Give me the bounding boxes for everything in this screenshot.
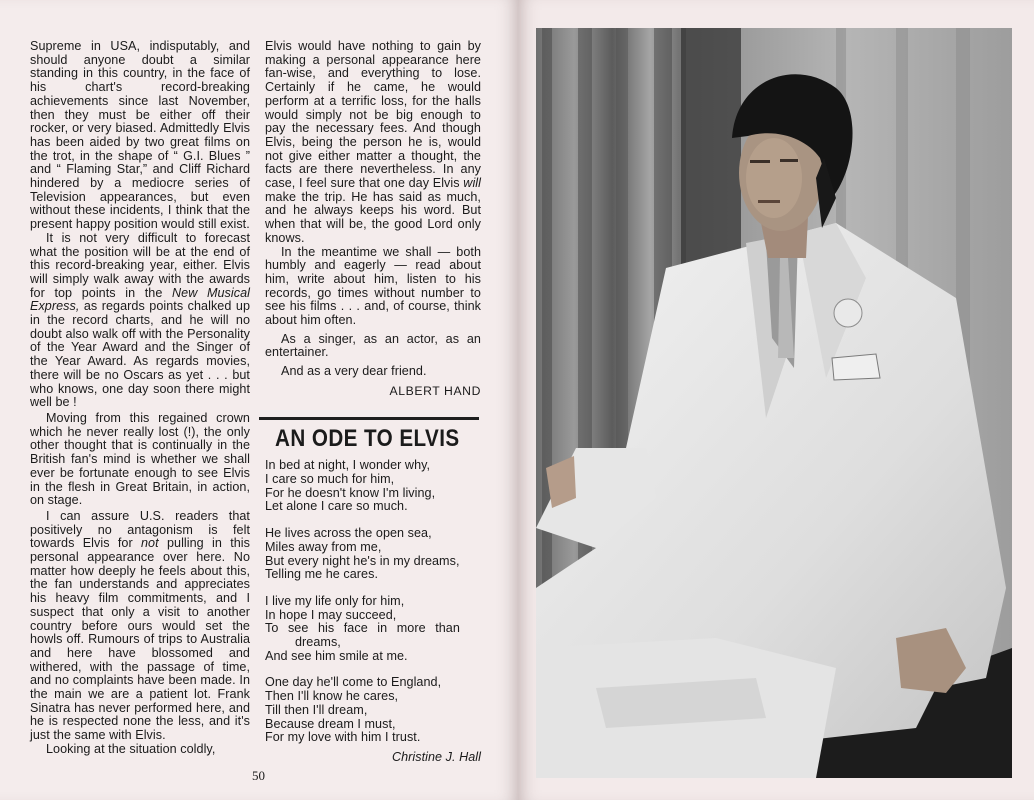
poem-stanza	[265, 527, 481, 582]
poem-line: Telling me he cares.	[265, 567, 378, 582]
poem-line: Miles away from me,	[265, 539, 382, 554]
poem-line: In bed at night, I wonder why,	[265, 458, 431, 473]
paragraph: Elvis would have nothing to gain by making a personal appearance here fan-wise, and everything to lose. Certainly if he came, he would perform at a terrific loss, for the halls would simply not be big enough to pay the necessary fees. And though Elvis, being the person he is, would not give either matter a thought, the facts are there nevertheless. In any case, I feel sure that one day Elvis will make the trip. He has said as much, and he always keeps his word. But when that will be, the good Lord only knows.	[265, 39, 481, 245]
poem-line: I care so much for him,	[265, 471, 395, 486]
poem-line: But every night he's in my dreams,	[265, 553, 460, 568]
poem-stanza	[265, 676, 481, 745]
poem-line: Let alone I care so much.	[265, 499, 408, 514]
divider-rule	[259, 417, 479, 420]
article-column-2	[265, 40, 481, 765]
poem-line: I live my life only for him,	[265, 593, 405, 608]
poem-line: And see him smile at me.	[265, 648, 408, 663]
poem-author: Christine J. Hall	[391, 749, 481, 764]
page-number: 50	[252, 768, 265, 783]
paragraph: And as a very dear friend.	[281, 364, 427, 379]
poem-stanza	[265, 459, 481, 514]
poem-line: Then I'll know he cares,	[265, 689, 399, 704]
paragraph: Supreme in USA, indisputably, and should anyone doubt a similar standing in this country, in the face of his chart's record-breaking achievements since last November, then they must be either off their rocker, or very biased. Admittedly Elvis has been aided by two great films on the trot, in the shape of “ G.I. Blues ” and “ Flaming Star,” and Cliff Richard hindered by a mediocre series of Television appearances, but even without these incidents, I think that the present happy position would still exist.	[30, 39, 250, 232]
poem-line: Because dream I must,	[265, 716, 396, 731]
elvis-photo	[536, 28, 1012, 778]
paragraph: As a singer, as an actor, as an entertainer.	[265, 331, 481, 360]
paragraph: In the meantime we shall — both humbly and eagerly — read about him, write about him, listen to his records, go times without number to see his films . . . and, of course, think about him often.	[265, 244, 481, 328]
poem-line: Till then I'll dream,	[265, 702, 368, 717]
poem-stanza	[265, 595, 481, 664]
poem-line: For my love with him I trust.	[265, 730, 421, 745]
poem-title: AN ODE TO ELVIS	[275, 424, 460, 452]
author-signature: ALBERT HAND	[389, 383, 481, 398]
paragraph: I can assure U.S. readers that positively no antagonism is felt towards Elvis for not pulling in this personal appearance over here. No matter how deeply he feels about this, the fan understands and appreciates his heavy film commitments, and I suspect that only a visit to another country before ours would set the howls off. Rumours of trips to Australia and here have blossomed and withered, with the passage of time, and no complaints have been made. In the main we are a patient lot. Frank Sinatra has never performed here, and he is respected none the less, and it's just the same with Elvis.	[30, 508, 250, 743]
paragraph: Looking at the situation coldly,	[46, 741, 216, 756]
poem-line: In hope I may succeed,	[265, 607, 397, 622]
paragraph: It is not very difficult to forecast what the position will be at the end of this record-breaking year, either. Elvis will simply walk away with the awards for top points in the New Musical Express, as regards points chalked up in the record charts, and he will no doubt also walk off with the Personality of the Year Award and the Singer of the Year Award. As regards movies, there will be no Oscars as yet . . . but who knows, one day soon there might well be !	[30, 230, 250, 410]
poem-line: For he doesn't know I'm living,	[265, 485, 436, 500]
article-column-1	[30, 40, 250, 757]
poem-line: dreams,	[295, 635, 341, 650]
paragraph: Moving from this regained crown which he never really lost (!), the only other thought that is continually in the British fan's mind is whether we shall ever be fortunate enough to see Elvis in the flesh in Great Britain, in action, on stage.	[30, 410, 250, 508]
poem-line: He lives across the open sea,	[265, 526, 432, 541]
poem-line: One day he'll come to England,	[265, 675, 442, 690]
poem-line: To see his face in more than	[265, 621, 460, 636]
